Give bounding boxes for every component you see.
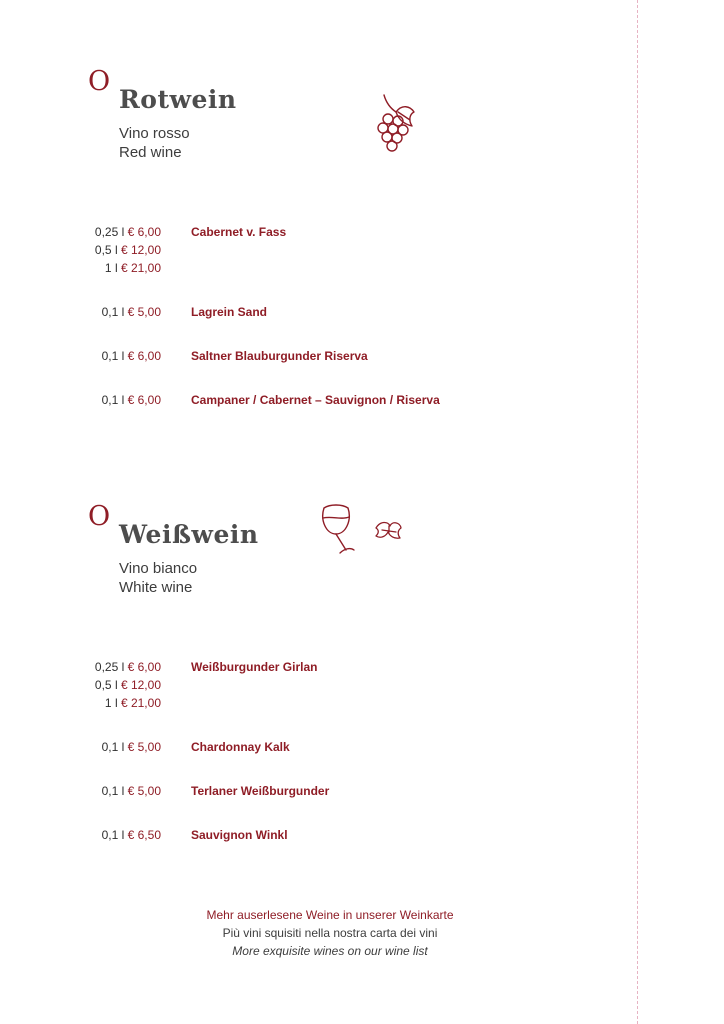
quantity: 0,1	[101, 740, 119, 754]
wine-name: Chardonnay Kalk	[191, 740, 290, 754]
price: € 6,00	[127, 225, 161, 239]
wine-name: Cabernet v. Fass	[191, 225, 287, 239]
quantity: 1	[104, 261, 112, 275]
price-list	[102, 303, 161, 321]
wine-name: Terlaner Weißburgunder	[191, 784, 330, 798]
footer-line-it: Più vini squisiti nella nostra carta dei vini	[222, 926, 438, 940]
price: € 21,00	[120, 696, 161, 710]
price-line: 0,25 l € 6,00	[94, 660, 161, 674]
section-title: Rotwein	[119, 85, 237, 114]
price-line: 0,5 l € 12,00	[94, 243, 161, 257]
quantity: 0,5	[94, 678, 112, 692]
footer-line-de: Mehr auserlesene Weine in unserer Weinkarte	[206, 908, 454, 922]
price: € 6,00	[127, 660, 161, 674]
price: € 6,00	[127, 393, 161, 407]
price: € 12,00	[120, 678, 161, 692]
price-list	[95, 658, 161, 712]
price-list	[102, 391, 161, 409]
section-subtitle-it: Vino rosso	[119, 125, 190, 142]
wine-list-footer	[130, 906, 530, 960]
price-line: 0,25 l € 6,00	[94, 225, 161, 239]
price-list	[102, 782, 161, 800]
wine-name: Weißburgunder Girlan	[191, 660, 318, 674]
price: € 6,00	[127, 349, 161, 363]
section-marker: O	[88, 66, 111, 97]
price: € 5,00	[127, 740, 161, 754]
quantity: 0,1	[101, 349, 119, 363]
red-wine-section	[0, 60, 630, 430]
price-line: 1 l € 21,00	[104, 696, 161, 710]
price: € 5,00	[127, 305, 161, 319]
quantity: 0,1	[101, 828, 119, 842]
section-title: Weißwein	[119, 520, 259, 549]
section-subtitle-it: Vino bianco	[119, 560, 198, 577]
quantity: 0,25	[94, 225, 119, 239]
section-subtitle-en: White wine	[119, 579, 193, 596]
section-subtitle-en: Red wine	[119, 144, 182, 161]
quantity: 1	[104, 696, 112, 710]
grape-icon	[372, 90, 426, 154]
leaf-icon	[372, 517, 404, 543]
wine-name: Campaner / Cabernet – Sauvignon / Riserva	[191, 393, 440, 407]
price-list	[102, 738, 161, 756]
price-line: 0,1 l € 5,00	[101, 305, 161, 319]
price: € 21,00	[120, 261, 161, 275]
wine-name: Saltner Blauburgunder Riserva	[191, 349, 368, 363]
price: € 6,50	[127, 828, 161, 842]
price: € 12,00	[120, 243, 161, 257]
wine-name: Lagrein Sand	[191, 305, 268, 319]
price-line: 0,1 l € 5,00	[101, 740, 161, 754]
quantity: 0,5	[94, 243, 112, 257]
wine-name: Sauvignon Winkl	[191, 828, 288, 842]
price-line: 0,1 l € 6,00	[101, 349, 161, 363]
white-wine-section	[0, 495, 630, 865]
price-line: 1 l € 21,00	[104, 261, 161, 275]
price-line: 0,5 l € 12,00	[94, 678, 161, 692]
price-list	[95, 223, 161, 277]
wine-glass-icon	[318, 500, 370, 560]
price-list	[102, 826, 161, 844]
price-line: 0,1 l € 6,00	[101, 393, 161, 407]
quantity: 0,1	[101, 784, 119, 798]
price-line: 0,1 l € 6,50	[101, 828, 161, 842]
footer-line-en: More exquisite wines on our wine list	[232, 944, 428, 958]
quantity: 0,1	[101, 393, 119, 407]
quantity: 0,1	[101, 305, 119, 319]
price: € 5,00	[127, 784, 161, 798]
section-marker: O	[88, 501, 111, 532]
price-line: 0,1 l € 5,00	[101, 784, 161, 798]
price-list	[102, 347, 161, 365]
quantity: 0,25	[94, 660, 119, 674]
page-edge-divider	[637, 0, 638, 1024]
